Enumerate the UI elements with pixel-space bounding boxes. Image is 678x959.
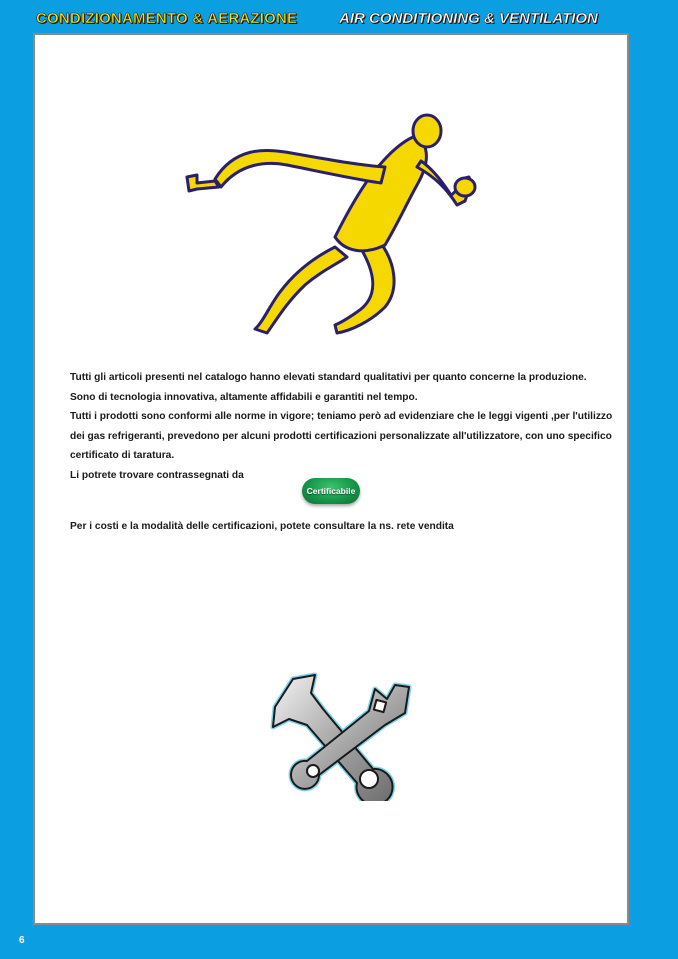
runner-with-torch-icon [185, 107, 485, 337]
page-number: 6 [19, 935, 25, 946]
paragraph-line: Tutti i prodotti sono conformi alle norme in vigore; teniamo però ad evidenziare che le leggi vigenti ,per l'utilizzo [70, 411, 613, 422]
certificabile-badge: Certificabile [302, 478, 360, 504]
header-title-italian: CONDIZIONAMENTO & AERAZIONE [36, 10, 298, 27]
wrench-cross-icon [263, 671, 413, 801]
page-header [0, 0, 678, 34]
header-title-english: AIR CONDITIONING & VENTILATION [339, 10, 598, 27]
paragraph-line: Li potrete trovare contrassegnati da [70, 469, 244, 481]
certification-info-text: Per i costi e la modalità delle certificazioni, potete consultare la ns. rete vendita [70, 521, 454, 532]
paragraph-line: dei gas refrigeranti, prevedono per alcuni prodotti certificazioni personalizzate all'utilizzatore, con uno specifico [70, 430, 612, 442]
intro-text [70, 368, 613, 485]
paragraph-line: Sono di tecnologia innovativa, altamente affidabili e garantiti nel tempo. [70, 391, 418, 403]
paragraph-line: certificato di taratura. [70, 450, 175, 461]
content-panel [33, 33, 629, 925]
paragraph-line: Tutti gli articoli presenti nel catalogo hanno elevati standard qualitativi per quanto concerne la produzione. [70, 372, 587, 383]
